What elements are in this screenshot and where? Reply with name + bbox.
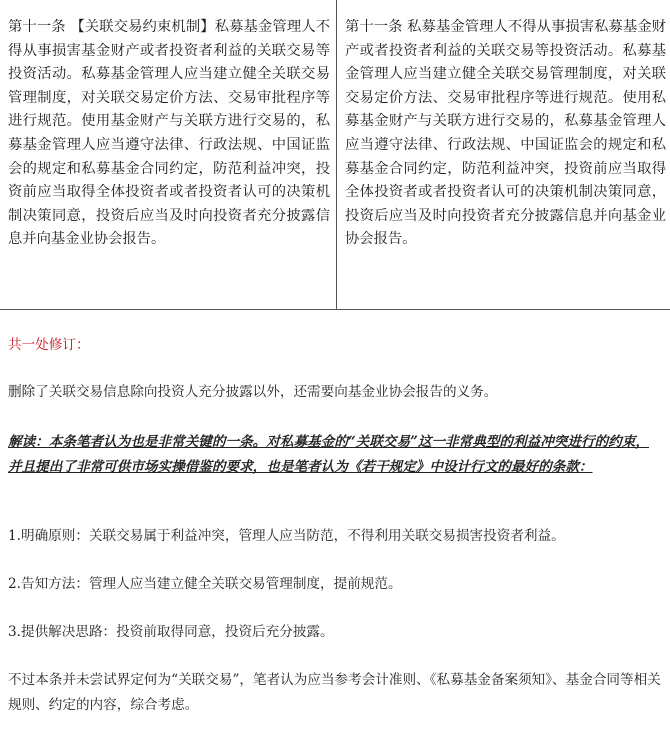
revision-heading: 共一处修订： xyxy=(8,337,90,353)
revision-summary: 删除了关联交易信息除向投资人充分披露以外，还需要向基金业协会报告的义务。 xyxy=(8,384,498,400)
original-article-text: 第十一条 【关联交易约束机制】私募基金管理人不得从事损害基金财产或者投资者利益的关联交易等投资活动。私募基金管理人应当建立健全关联交易管理制度，对关联交易定价方法、交易审批程序等进行规范。使用基金财产与关联方进行交易的，私募基金管理人应当遵守法律、行政法规、中国证监会的规定和私募基金合同约定，防范利益冲突，投资前应当取得全体投资者或者投资者认可的决策机制决策同意，投资后应当及时向投资者充分披露信息并向基金业协会报告。 xyxy=(8,19,330,248)
point-item: 2.告知方法：管理人应当建立健全关联交易管理制度，提前规范。 xyxy=(8,576,402,592)
point-item: 1.明确原则：关联交易属于利益冲突，管理人应当防范，不得利用关联交易损害投资者利益。 xyxy=(8,528,565,544)
comparison-table xyxy=(0,0,670,310)
point-item: 3.提供解决思路：投资前取得同意，投资后充分披露。 xyxy=(8,624,334,640)
revised-article-text: 第十一条 私募基金管理人不得从事损害私募基金财产或者投资者利益的关联交易等投资活动。私募基金管理人应当建立健全关联交易管理制度，对关联交易定价方法、交易审批程序等进行规范。使用私募基金财产与关联方进行交易的，私募基金管理人应当遵守法律、行政法规、中国证监会的规定和私募基金合同约定，防范利益冲突，投资前应当取得全体投资者或者投资者认可的决策机制决策同意，投资后应当及时向投资者充分披露信息并向基金业协会报告。 xyxy=(336,0,670,309)
commentary-paragraph: 解读：本条笔者认为也是非常关键的一条。对私募基金的“关联交易”这一非常典型的利益冲突进行的约束，并且提出了非常可供市场实操借鉴的要求，也是笔者认为《若干规定》中设计行文的最好的条款： xyxy=(8,434,649,475)
closing-paragraph: 不过本条并未尝试界定何为“关联交易”，笔者认为应当参考会计准则、《私募基金备案须知》、基金合同等相关规则、约定的内容，综合考虑。 xyxy=(8,672,661,713)
